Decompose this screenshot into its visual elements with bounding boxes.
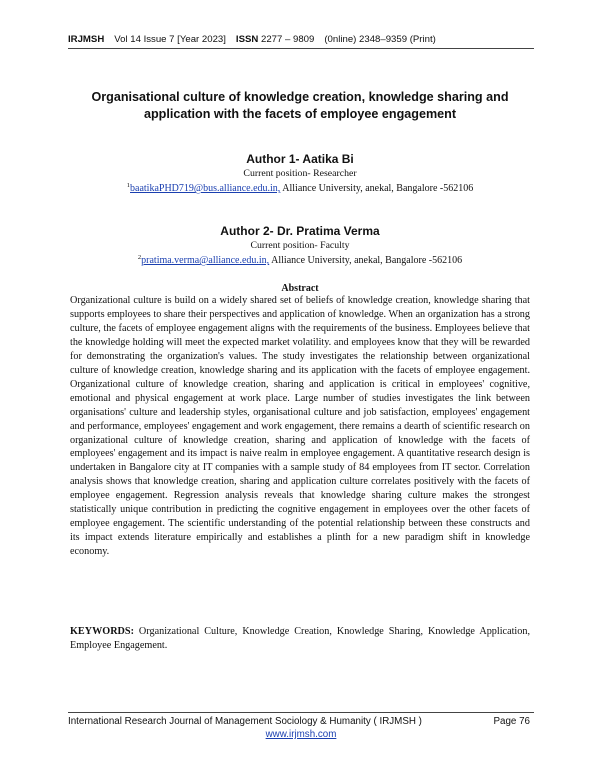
issn-number: 2277 – 9809 bbox=[261, 34, 315, 45]
author-2-email-link[interactable]: pratima.verma@alliance.edu.in, bbox=[141, 255, 270, 266]
author-1-superscript: 1 bbox=[126, 182, 131, 189]
running-header bbox=[68, 34, 538, 45]
keywords-label: KEYWORDS: bbox=[70, 626, 134, 637]
abstract-heading: Abstract bbox=[281, 283, 319, 294]
volume-info: Vol 14 Issue 7 [Year 2023] bbox=[114, 34, 226, 45]
issn-online-print: (0nline) 2348–9359 (Print) bbox=[324, 34, 436, 45]
author-1-position: Current position- Researcher bbox=[243, 168, 357, 179]
issn-label: ISSN bbox=[235, 34, 259, 45]
author-2-superscript: 2 bbox=[137, 254, 142, 261]
author-2-institution: Alliance University, anekal, Bangalore -562106 bbox=[269, 255, 463, 266]
footer-divider bbox=[68, 712, 534, 713]
keywords-list: Organizational Culture, Knowledge Creation, Knowledge Sharing, Knowledge Application, Employee Engagement. bbox=[70, 626, 530, 651]
header-divider bbox=[68, 48, 534, 49]
author-1-institution: Alliance University, anekal, Bangalore -562106 bbox=[280, 183, 474, 194]
page-number: Page 76 bbox=[493, 716, 530, 727]
paper-title: Organisational culture of knowledge creation, knowledge sharing and application with the facets of employee engagement bbox=[91, 90, 509, 121]
author-2-name: Author 2- Dr. Pratima Verma bbox=[220, 224, 380, 238]
author-1-name: Author 1- Aatika Bi bbox=[246, 152, 354, 166]
keywords bbox=[70, 625, 530, 653]
journal-website-link[interactable]: www.irjmsh.com bbox=[265, 729, 337, 740]
author-2-affiliation bbox=[70, 254, 530, 266]
author-1-affiliation bbox=[70, 182, 530, 194]
footer-journal-name: International Research Journal of Management Sociology & Humanity ( IRJMSH ) bbox=[68, 716, 422, 727]
footer-url-line bbox=[68, 729, 534, 740]
author-1-email-link[interactable]: baatikaPHD719@bus.alliance.edu.in, bbox=[130, 183, 281, 194]
abstract-body: Organizational culture is build on a widely shared set of beliefs of knowledge creation, knowledge sharing that supports employees to share their perspectives and application of knowledge. When an organization has a strong culture, the facets of employee engagement aligns with the requirements of the business. Employees believe that the knowledge holding will meet the expected market volatility. and employees know that they will be rewarded for demonstrating the organization's values. The study investigates the relationship between organizational culture of knowledge creation, knowledge sharing and its application with the facets of employee engagement. Organizational culture of knowledge creation, sharing and application is critical in employees' cognitive, emotional and physical engagement at work place. Large number of studies investigates the link between organisations' culture and leadership styles, organisational culture and job satisfaction, employees' engagement and performance, employees' engagement and work engagement, there remains a dearth of scientific research on organizational culture of knowledge creation, sharing and application of knowledge with the facets of employees' engagement and its impact is naive realm in employee engagement. A quantitative research design is undertaken in Bangalore city at IT companies with a sample study of 84 employees from IT sector. Correlation analysis shows that knowledge creation, sharing and application culture correlates positively with the facets of employee engagement. Regression analysis reveals that knowledge sharing culture makes the strongest statistically unique contribution in predicting the cognitive engagement in employees over the other facets of employee engagement. The scientific understanding of the potential relationship between these constructs and its impact extends literature empirically and establishes a plinth for a new paradigm shift in knowledge economy. bbox=[70, 295, 530, 558]
journal-abbreviation: IRJMSH bbox=[68, 34, 105, 45]
author-2-position: Current position- Faculty bbox=[250, 240, 350, 251]
